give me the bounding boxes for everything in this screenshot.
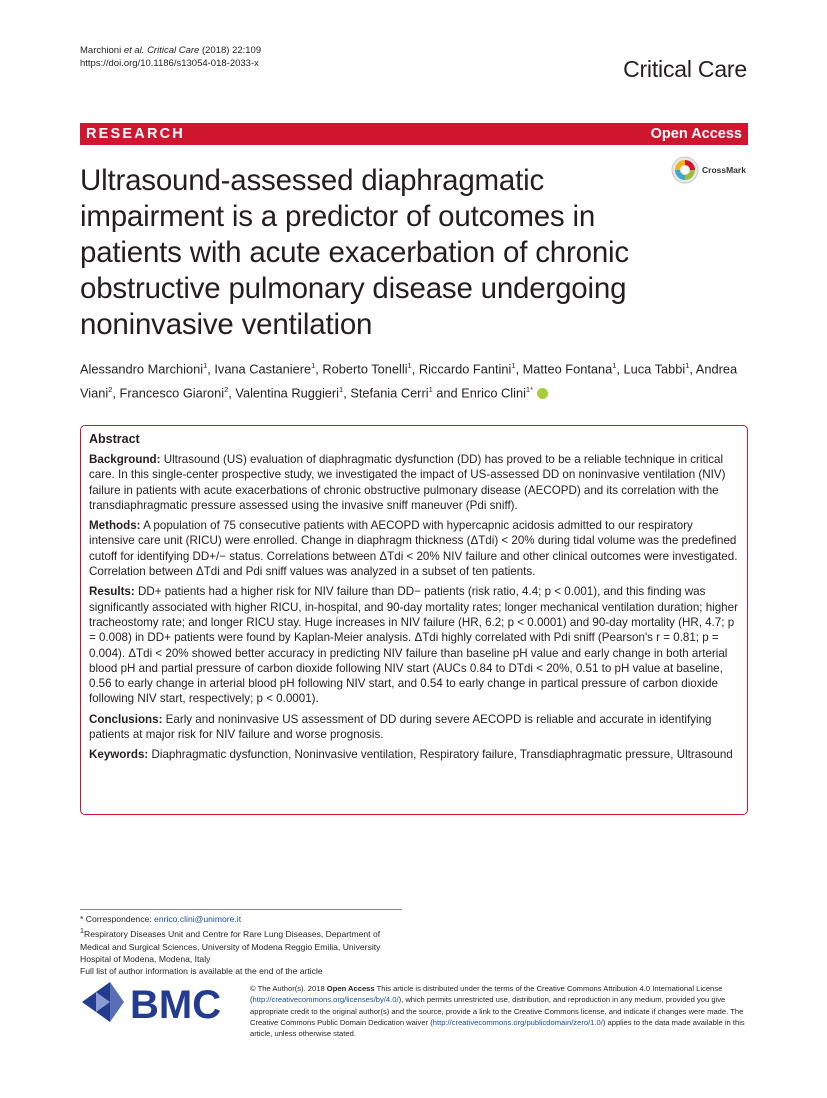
abstract-section <box>89 584 739 706</box>
license-text <box>250 983 750 1039</box>
bmc-logo-icon <box>80 980 240 1024</box>
author-affiliation: 1 <box>685 361 690 370</box>
license-part-3: ) applies to the data made available in this article, unless otherwise stated. <box>250 1017 745 1039</box>
author-affiliation: 1 <box>511 361 516 370</box>
abstract-section-label: Methods: <box>89 519 141 533</box>
author-name[interactable]: Luca Tabbi <box>623 361 686 377</box>
author-info-note: Full list of author information is available at the end of the article <box>80 966 323 977</box>
author-name[interactable]: Enrico Clini <box>461 385 526 401</box>
license-part-1: This article is distributed under the terms of the Creative Commons Attribution 4.0 International License ( <box>250 984 723 1005</box>
cc-zero-link[interactable]: http://creativecommons.org/publicdomain/zero/1.0/ <box>432 1017 603 1027</box>
abstract-heading: Abstract <box>89 432 140 446</box>
correspondence-label: * Correspondence: <box>80 914 155 924</box>
author-affiliation: 1 <box>407 361 412 370</box>
abstract-section-label: Results: <box>89 585 135 599</box>
bmc-logo <box>80 980 240 1024</box>
copyright-text: © The Author(s). 2018 <box>250 984 327 993</box>
section-banner <box>80 123 748 145</box>
orcid-icon[interactable] <box>537 388 548 399</box>
abstract-section <box>89 452 739 513</box>
author-name[interactable]: Ivana Castaniere <box>214 361 312 377</box>
bmc-wordmark: BMC <box>130 983 222 1024</box>
author-affiliation: 1 <box>339 385 344 395</box>
author-name[interactable]: Stefania Cerri <box>350 385 429 401</box>
abstract-section-label: Keywords: <box>89 748 149 762</box>
abstract-body <box>89 452 739 763</box>
author-affiliation: 1 <box>428 385 433 395</box>
author-name[interactable]: Roberto Tonelli <box>322 361 408 377</box>
abstract-section-text: Ultrasound (US) evaluation of diaphragmatic dysfunction (DD) has proved to be a reliable technique in critical care. In this single-center prospective study, we investigated the impact of US-assessed DD on noninvasive ventilation (NIV) failure in patients with acute exacerbations of chronic obstructive pulmonary disease (AECOPD) and its correlation with the transdiaphragmatic pressure assessed using the invasive sniff maneuver (Pdi sniff). <box>89 453 726 512</box>
correspondence-email[interactable]: enrico.clini@unimore.it <box>154 914 242 924</box>
author-affiliation: 2 <box>224 385 229 395</box>
abstract-section <box>89 712 739 743</box>
journal-name: Critical Care <box>623 56 747 82</box>
author-name[interactable]: Alessandro Marchioni <box>80 361 204 377</box>
abstract-section-label: Background: <box>89 453 161 466</box>
abstract-section-label: Conclusions: <box>89 712 163 726</box>
abstract-section-text: A population of 75 consecutive patients with AECOPD with hypercapnic acidosis admitted to our respiratory intensive care unit (RICU) were enrolled. Change in diaphragm thickness (ΔTdi) < 20% during tidal volume was the predefined cutoff for identifying DD+/− status. Correlations between ΔTdi < 20% NIV failure and other clinical outcomes were investigated. Correlation between ΔTdi and Pdi sniff values was analyzed in a subset of ten patients. <box>89 519 738 579</box>
author-name[interactable]: Andrea Viani <box>80 361 738 401</box>
section-label: RESEARCH <box>86 126 185 142</box>
footnote-divider <box>80 909 402 910</box>
cc-by-link[interactable]: http://creativecommons.org/licenses/by/4.0/ <box>252 995 399 1005</box>
abstract-section-text: Early and noninvasive US assessment of DD during severe AECOPD is reliable and accurate in identifying patients at major risk for NIV failure and worse prognosis. <box>89 712 712 742</box>
crossmark-button[interactable] <box>671 156 751 186</box>
author-affiliation: 1 <box>612 361 617 370</box>
citation-block <box>80 44 261 70</box>
abstract-section-text: Diaphragmatic dysfunction, Noninvasive ventilation, Respiratory failure, Transdiaphragmatic pressure, Ultrasound <box>148 748 733 762</box>
author-name[interactable]: Matteo Fontana <box>522 361 613 377</box>
crossmark-label: CrossMark <box>702 165 746 175</box>
abstract-section <box>89 747 739 762</box>
author-affiliation: 2 <box>108 385 113 395</box>
crossmark-icon <box>671 156 699 184</box>
author-affiliation: 1 <box>203 361 208 370</box>
author-name[interactable]: Francesco Giaroni <box>119 385 225 401</box>
footnote-block <box>80 909 410 978</box>
affiliation-text: Respiratory Diseases Unit and Centre for Rare Lung Diseases, Department of Medical and Surgical Sciences, University of Modena Reggio Emilia, University Hospital of Modena, Modena, Italy <box>80 929 381 965</box>
author-name[interactable]: Riccardo Fantini <box>418 361 512 377</box>
license-open-access: Open Access <box>326 984 375 993</box>
open-access-label: Open Access <box>650 126 742 142</box>
author-name[interactable]: Valentina Ruggieri <box>235 385 340 401</box>
citation-authors: Marchioni <box>80 45 124 56</box>
author-affiliation: 1* <box>525 385 534 395</box>
abstract-section-text: DD+ patients had a higher risk for NIV failure than DD− patients (risk ratio, 4.4; p < 0.001), and this finding was significantly associated with higher RICU, in-hospital, and 90-day mortality rates; longer mechanical ventilation duration; higher tracheostomy rate; and longer RICU stay. Huge increases in NIV failure (HR, 6.2; p < 0.0001) and 90-day mortality (HR, 4.7; p = 0.008) in DD+ patients were found by Kaplan-Meier analysis. ΔTdi highly correlated with Pdi sniff (Pearson's r = 0.81; p = 0.004). ΔTdi < 20% showed better accuracy in predicting NIV failure than baseline pH value and early change in both arterial blood pH and partial pressure of carbon dioxide following NIV start (AUCs 0.84 to DTdi < 20%, 0.51 to pH value at baseline, 0.56 to early change in arterial blood pH following NIV start, and 0.54 to early change in partical pressure of carbon dioxide following NIV start, respectively; p < 0.0001). <box>89 585 738 706</box>
author-affiliation: 1 <box>311 361 316 370</box>
license-part-2: ), which permits unrestricted use, distribution, and reproduction in any medium, provided you give appropriate credit to the original author(s) and the source, provide a link to the Creative Commons license, and indicate if changes were made. The Creative Commons Public Domain Dedication waiver ( <box>250 995 744 1027</box>
citation-year-volume: (2018) 22:109 <box>199 45 262 56</box>
affiliation-number: 1 <box>80 927 84 936</box>
author-list: Alessandro Marchioni$^1$, Ivana Castaniere$^1$, Roberto Tonelli$^1$, Riccardo Fantini$^1$, Matteo Fontana$^1$, Luca Tabbi$^1$, Andrea Viani$^2$, Francesco Giaroni$^2$, Valentina Ruggieri$^1$, Stefania Cerri$^1$ and Enrico Clini$^{1*}$ <box>80 361 738 401</box>
authors-and: and <box>432 385 462 401</box>
doi-link[interactable]: https://doi.org/10.1186/s13054-018-2033-x <box>80 58 259 69</box>
abstract-section <box>89 518 739 579</box>
article-title: Ultrasound-assessed diaphragmatic impairment is a predictor of outcomes in patients with acute exacerbation of chronic obstructive pulmonary disease undergoing noninvasive ventilation <box>80 164 629 341</box>
citation-journal: et al. Critical Care <box>123 45 200 56</box>
abstract-box <box>80 425 748 815</box>
